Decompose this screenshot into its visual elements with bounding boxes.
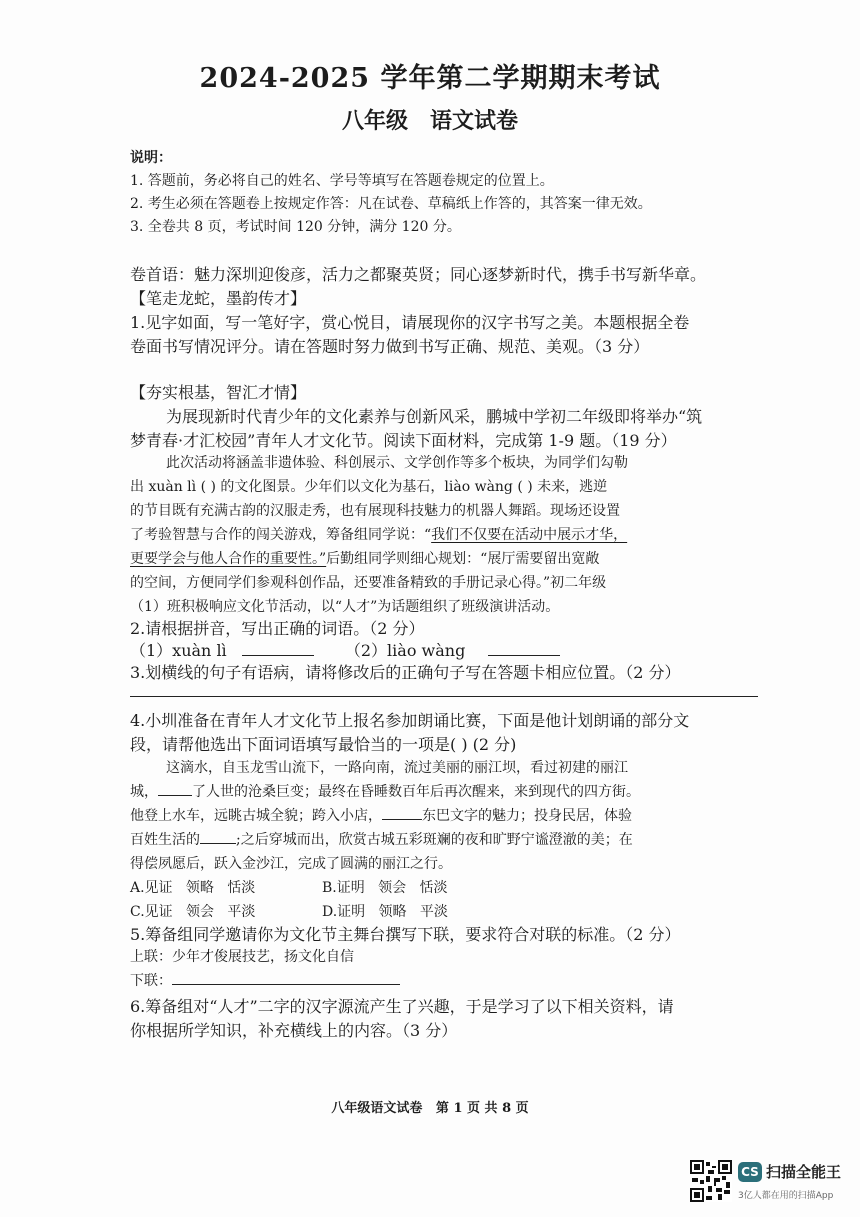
- q4-passage-line-3-end: 东巴文字的魅力；投身民居，体验: [422, 808, 632, 824]
- q4-option-c[interactable]: C.见证 领会 平淡: [130, 904, 256, 920]
- camscanner-logo-icon: CS: [738, 1162, 762, 1182]
- q3-stem: 3.划横线的句子有语病，请将修改后的正确句子写在答题卡相应位置。（2 分）: [130, 663, 681, 682]
- q4-passage-line-2-end: 了人世的沧桑巨变；最终在昏睡数百年后再次醒来，来到现代的四方街。: [192, 784, 640, 800]
- q5-lower-couplet: [130, 970, 770, 990]
- exam-title: 2024-2025 学年第二学期期末考试: [199, 63, 661, 94]
- section2-intro-line-2: 梦青春·才汇校园”青年人才文化节。阅读下面材料，完成第 1-9 题。（19 分）: [130, 431, 677, 450]
- q5-upper-couplet: 上联：少年才俊展技艺，扬文化自信: [130, 949, 354, 965]
- q2-stem: 2.请根据拼音，写出正确的词语。（2 分）: [130, 619, 425, 638]
- grade-label: 八年级: [341, 108, 408, 134]
- material-line-7: （1）班积极响应文化节活动，以“人才”为话题组织了班级演讲活动。: [130, 599, 560, 615]
- q4-options-row-1: [130, 877, 770, 897]
- q1-line-1: 1.见字如面，写一笔好字，赏心悦目，请展现你的汉字书写之美。本题根据全卷: [130, 313, 690, 332]
- q4-passage-line-1: 这滴水，自玉龙雪山流下，一路向南，流过美丽的丽江坝，看过初建的丽江: [166, 760, 628, 776]
- q2-items: [130, 638, 770, 661]
- q2-answer-blank-2[interactable]: [488, 641, 560, 656]
- material-line-1: 此次活动将涵盖非遗体验、科创展示、文学创作等多个板块，为同学们勾勒: [166, 455, 628, 471]
- q4-options-row-2: [130, 901, 770, 921]
- q1-line-2: 卷面书写情况评分。请在答题时努力做到书写正确、规范、美观。（3 分）: [130, 337, 650, 356]
- q2-answer-blank-1[interactable]: [242, 641, 314, 656]
- q4-option-b[interactable]: B.证明 领会 恬淡: [322, 880, 448, 896]
- section2-heading: 【夯实根基，智汇才情】: [130, 383, 307, 402]
- section1-heading: 【笔走龙蛇，墨韵传才】: [130, 289, 307, 308]
- q4-passage-line-2: [130, 781, 770, 801]
- material-line-6: 的空间，方便同学们参观科创作品，还要准备精致的手册记录心得。”初二年级: [130, 575, 607, 591]
- q4-passage-line-2-start: 城，: [130, 784, 158, 800]
- material-line-4: [130, 524, 770, 544]
- section2-intro-line-1: 为展现新时代青少年的文化素养与创新风采，鹏城中学初二年级即将举办“筑: [166, 407, 703, 426]
- q3-answer-line[interactable]: [130, 696, 758, 697]
- preface: 卷首语：魅力深圳迎俊彦，活力之都聚英贤；同心逐梦新时代，携手书写新华章。: [130, 265, 707, 284]
- q4-blank-1[interactable]: [158, 781, 192, 796]
- q4-passage-line-5: 得偿夙愿后，跃入金沙江，完成了圆满的丽江之行。: [130, 856, 452, 872]
- qr-code-icon: [690, 1160, 732, 1202]
- underlined-sentence-part-2: 更要学会与他人合作的重要性。”: [130, 551, 327, 567]
- q4-option-d[interactable]: D.证明 领略 平淡: [322, 904, 448, 920]
- q4-blank-3[interactable]: [200, 829, 236, 844]
- q2-item-2: （2）liào wàng: [344, 641, 466, 660]
- q4-passage-line-4-end: ;之后穿城而出，欣赏古城五彩斑斓的夜和旷野宁谧澄澈的美；在: [236, 832, 633, 848]
- q4-option-a[interactable]: A.见证 领略 恬淡: [130, 880, 256, 896]
- exam-subtitle: [0, 104, 860, 135]
- page-footer: 八年级语文试卷 第 1 页 共 8 页: [331, 1101, 529, 1116]
- q4-passage-line-3: [130, 805, 770, 825]
- underlined-sentence-part-1: 我们不仅要在活动中展示才华，: [431, 527, 628, 543]
- instruction-item-3: 3. 全卷共 8 页，考试时间 120 分钟，满分 120 分。: [130, 219, 461, 235]
- material-line-4-text: 了考验智慧与合作的闯关游戏，筹备组同学说：“: [130, 527, 432, 543]
- subject-label: 语文试卷: [430, 108, 519, 134]
- q6-stem-line-2: 你根据所学知识，补充横线上的内容。（3 分）: [130, 1021, 458, 1040]
- instruction-item-1: 1. 答题前，务必将自己的姓名、学号等填写在答题卷规定的位置上。: [130, 173, 554, 189]
- material-line-3: 的节目既有充满古韵的汉服走秀，也有展现科技魅力的机器人舞蹈。现场还设置: [130, 503, 620, 519]
- q5-lower-label: 下联：: [130, 973, 172, 989]
- q4-stem-line-1: 4.小圳准备在青年人才文化节上报名参加朗诵比赛，下面是他计划朗诵的部分文: [130, 711, 690, 730]
- q4-blank-2[interactable]: [382, 805, 422, 820]
- camscanner-tagline: 3亿人都在用的扫描App: [738, 1191, 834, 1201]
- instruction-item-2: 2. 考生必须在答题卷上按规定作答：凡在试卷、草稿纸上作答的，其答案一律无效。: [130, 196, 652, 212]
- material-line-5-text: 后勤组同学则细心规划：“展厅需要留出宽敞: [326, 551, 600, 567]
- q4-passage-line-3-start: 他登上水车，远眺古城全貌；跨入小店，: [130, 808, 382, 824]
- q6-stem-line-1: 6.筹备组对“人才”二字的汉字源流产生了兴趣，于是学习了以下相关资料，请: [130, 997, 674, 1016]
- material-line-2: 出 xuàn lì ( ) 的文化图景。少年们以文化为基石，liào wàng ( ) 未来，逃逆: [130, 479, 608, 495]
- material-line-5: [130, 548, 770, 568]
- q4-passage-line-4-start: 百姓生活的: [130, 832, 200, 848]
- instructions-heading: 说明：: [130, 150, 172, 166]
- q4-passage-line-4: [130, 829, 770, 849]
- camscanner-name: 扫描全能王: [766, 1163, 842, 1181]
- q5-stem: 5.筹备组同学邀请你为文化节主舞台撰写下联，要求符合对联的标准。（2 分）: [130, 925, 681, 944]
- q5-answer-blank[interactable]: [172, 970, 400, 985]
- q2-item-1: （1）xuàn lì: [130, 641, 227, 660]
- q4-stem-line-2: 段，请帮他选出下面词语填写最恰当的一项是( ) (2 分): [130, 735, 517, 754]
